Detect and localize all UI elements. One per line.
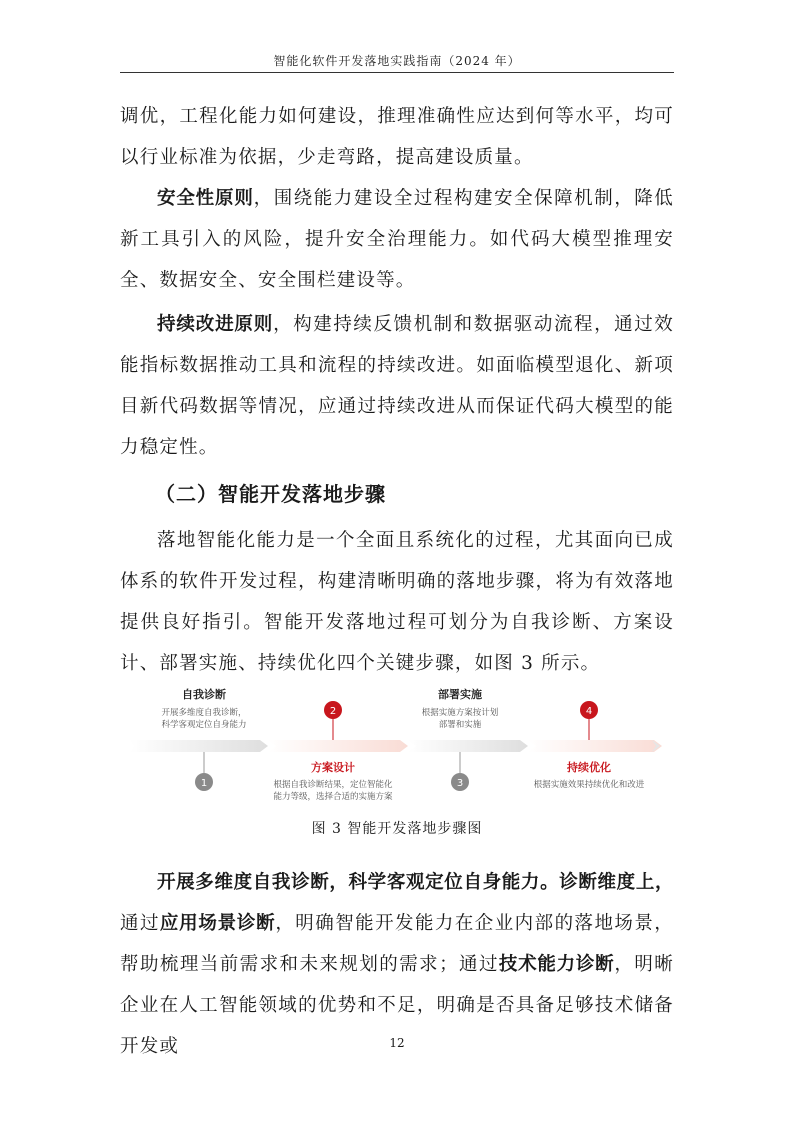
continuous-improvement-text: ，构建持续反馈机制和数据驱动流程，通过效能指标数据推动工具和流程的持续改进。如面临模型退化、新项目新代码数据等情况，应通过持续改进从而保证代码大模型的能力稳定性。 xyxy=(120,314,674,458)
step-1-title: 自我诊断 xyxy=(182,688,226,701)
step-1-desc-1: 开展多维度自我诊断， xyxy=(161,708,247,718)
paragraph-continuous-improvement xyxy=(120,304,674,468)
step-3-desc-1: 根据实施方案按计划 xyxy=(421,708,499,718)
continuous-improvement-label: 持续改进原则 xyxy=(157,314,274,335)
paragraph-5-text-1: 通过 xyxy=(120,913,160,934)
arrow-segment-4 xyxy=(528,740,662,752)
step-2-desc-2: 能力等级，选择合适的实施方案 xyxy=(273,792,393,802)
tech-capability-diagnosis-label: 技术能力诊断 xyxy=(498,954,615,975)
paragraph-5-text-3: ，明晰企业在人工智能领域的优势和不足，明确是否具备足够技术储备开发或 xyxy=(120,954,674,1057)
paragraph-5-text-2: ，明确智能开发能力在企业内部的落地场景，帮助梳理当前需求和未来规划的需求；通过 xyxy=(120,913,674,975)
steps-diagram xyxy=(120,682,674,810)
step-1-desc-2: 科学客观定位自身能力 xyxy=(161,720,247,730)
running-header: 智能化软件开发落地实践指南（2024 年） xyxy=(273,54,521,68)
page-number: 12 xyxy=(389,1036,405,1050)
step-3-desc-2: 部署和实施 xyxy=(438,720,482,730)
arrow-segment-3 xyxy=(408,740,528,752)
header-rule xyxy=(120,72,674,73)
arrow-segment-2 xyxy=(268,740,408,752)
security-principle-text: ，围绕能力建设全过程构建安全保障机制，降低新工具引入的风险，提升安全治理能力。如代码大模型推理安全、数据安全、安全围栏建设等。 xyxy=(120,188,674,291)
security-principle-label: 安全性原则 xyxy=(157,188,254,209)
step-2-number: 2 xyxy=(329,706,337,717)
paragraph-4: 落地智能化能力是一个全面且系统化的过程，尤其面向已成体系的软件开发过程，构建清晰明确的落地步骤，将为有效落地提供良好指引。智能开发落地过程可划分为自我诊断、方案设计、部署实施、持续优化四个关键步骤，如图 3 所示。 xyxy=(120,530,674,674)
arrow-segment-1 xyxy=(130,740,268,752)
step-3-number: 3 xyxy=(456,778,464,789)
step-4-desc-1: 根据实施效果持续优化和改进 xyxy=(533,780,645,790)
scenario-diagnosis-label: 应用场景诊断 xyxy=(159,913,276,934)
paragraph-1: 调优，工程化能力如何建设，推理准确性应达到何等水平，均可以行业标准为依据，少走弯路，提高建设质量。 xyxy=(120,106,674,168)
section-title: （二）智能开发落地步骤 xyxy=(155,482,386,506)
step-4-number: 4 xyxy=(585,706,593,717)
step-2-title: 方案设计 xyxy=(311,761,355,774)
figure-caption: 图 3 智能开发落地步骤图 xyxy=(311,821,483,837)
step-2-desc-1: 根据自我诊断结果，定位智能化 xyxy=(273,780,393,790)
step-4-title: 持续优化 xyxy=(567,761,611,774)
step-3-title: 部署实施 xyxy=(438,688,482,701)
paragraph-security-principle xyxy=(120,178,674,301)
step-1-number: 1 xyxy=(200,778,208,789)
self-diagnosis-heading: 开展多维度自我诊断，科学客观定位自身能力。诊断维度上， xyxy=(157,872,674,893)
